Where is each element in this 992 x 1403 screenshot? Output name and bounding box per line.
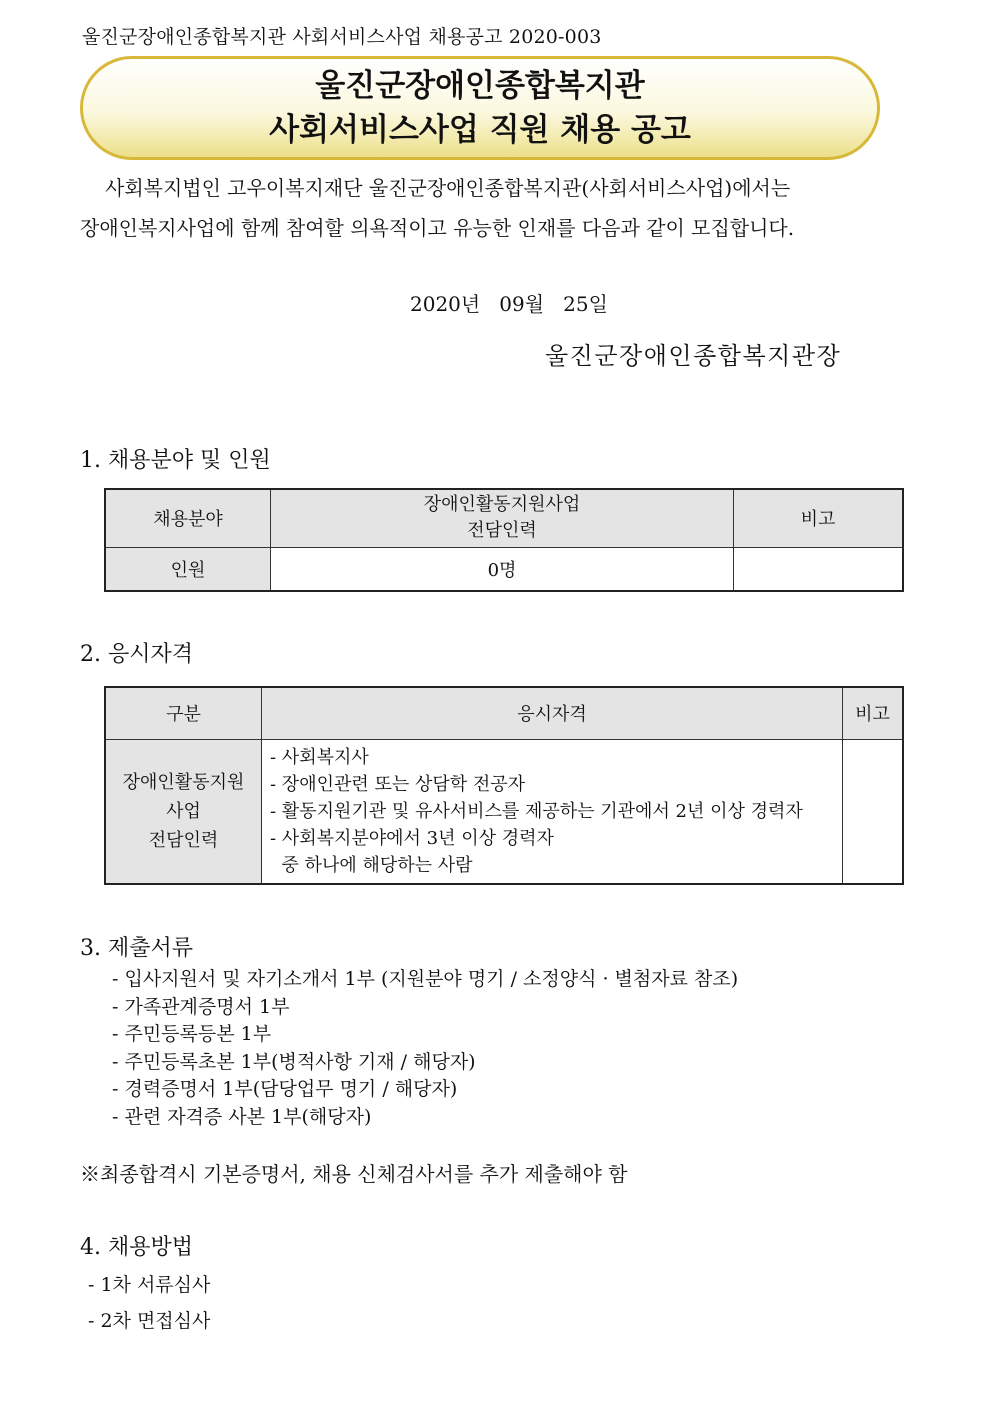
qualification-item: - 사회복지분야에서 3년 이상 경력자 <box>270 827 554 849</box>
header-note-cell: 비고 <box>734 489 904 547</box>
method-item: - 2차 면접심사 <box>88 1310 211 1332</box>
qualification-item: 중 하나에 해당하는 사람 <box>270 854 473 876</box>
intro-line2: 장애인복지사업에 함께 참여할 의욕적이고 유능한 인재를 다음과 같이 모집합니다. <box>80 216 795 240</box>
document-item: - 입사지원서 및 자기소개서 1부 (지원분야 명기 / 소정양식 · 별첨자료 참조) <box>112 968 739 990</box>
qualification-item: - 활동지원기관 및 유사서비스를 제공하는 기관에서 2년 이상 경력자 <box>270 800 803 822</box>
intro-line1: 사회복지법인 고우이복지재단 울진군장애인종합복지관(사회서비스사업)에서는 <box>105 176 791 200</box>
headcount-note-cell <box>734 547 904 591</box>
field-name-line1: 장애인활동지원사업 <box>423 494 581 516</box>
qualification-item: - 장애인관련 또는 상담학 전공자 <box>270 773 526 795</box>
section1-title: 1. 채용분야 및 인원 <box>80 448 271 473</box>
banner-title-line1: 울진군장애인종합복지관 <box>315 68 645 104</box>
qualification-list-cell <box>262 739 843 884</box>
qualification-item: - 사회복지사 <box>270 746 369 768</box>
signature-director: 울진군장애인종합복지관장 <box>545 342 842 370</box>
banner-title-line2: 사회서비스사업 직원 채용 공고 <box>269 112 691 148</box>
category-line2: 사업 <box>166 800 201 822</box>
field-name-line2: 전담인력 <box>467 520 537 542</box>
category-line1: 장애인활동지원 <box>122 771 245 793</box>
qualification-note-cell <box>843 739 904 884</box>
document-item: - 경력증명서 1부(담당업무 명기 / 해당자) <box>112 1078 458 1100</box>
headcount-label-cell: 인원 <box>105 547 271 591</box>
category-cell <box>105 739 262 884</box>
header-category-cell: 구분 <box>105 687 262 739</box>
additional-documents-note: ※최종합격시 기본증명서, 채용 신체검사서를 추가 제출해야 함 <box>80 1162 628 1186</box>
section4-title: 4. 채용방법 <box>80 1235 193 1260</box>
notice-number-header: 울진군장애인종합복지관 사회서비스사업 채용공고 2020-003 <box>82 26 602 48</box>
header-note-cell: 비고 <box>843 687 904 739</box>
announcement-date: 2020년 09월 25일 <box>410 292 608 316</box>
document-item: - 주민등록등본 1부 <box>112 1023 272 1045</box>
document-item: - 관련 자격증 사본 1부(해당자) <box>112 1105 372 1128</box>
title-banner <box>80 56 880 160</box>
header-field-cell: 채용분야 <box>105 489 271 547</box>
qualification-table <box>104 686 904 885</box>
recruitment-field-table <box>104 488 904 592</box>
headcount-value-cell: 0명 <box>271 547 734 591</box>
document-item: - 주민등록초본 1부(병적사항 기재 / 해당자) <box>112 1050 476 1073</box>
section3-title: 3. 제출서류 <box>80 936 193 961</box>
field-name-cell <box>271 489 734 547</box>
category-line3: 전담인력 <box>148 829 219 851</box>
document-item: - 가족관계증명서 1부 <box>112 995 290 1018</box>
method-item: - 1차 서류심사 <box>88 1274 211 1296</box>
documents-list <box>112 966 738 1131</box>
section2-title: 2. 응시자격 <box>80 642 193 667</box>
header-qualification-cell: 응시자격 <box>262 687 843 739</box>
